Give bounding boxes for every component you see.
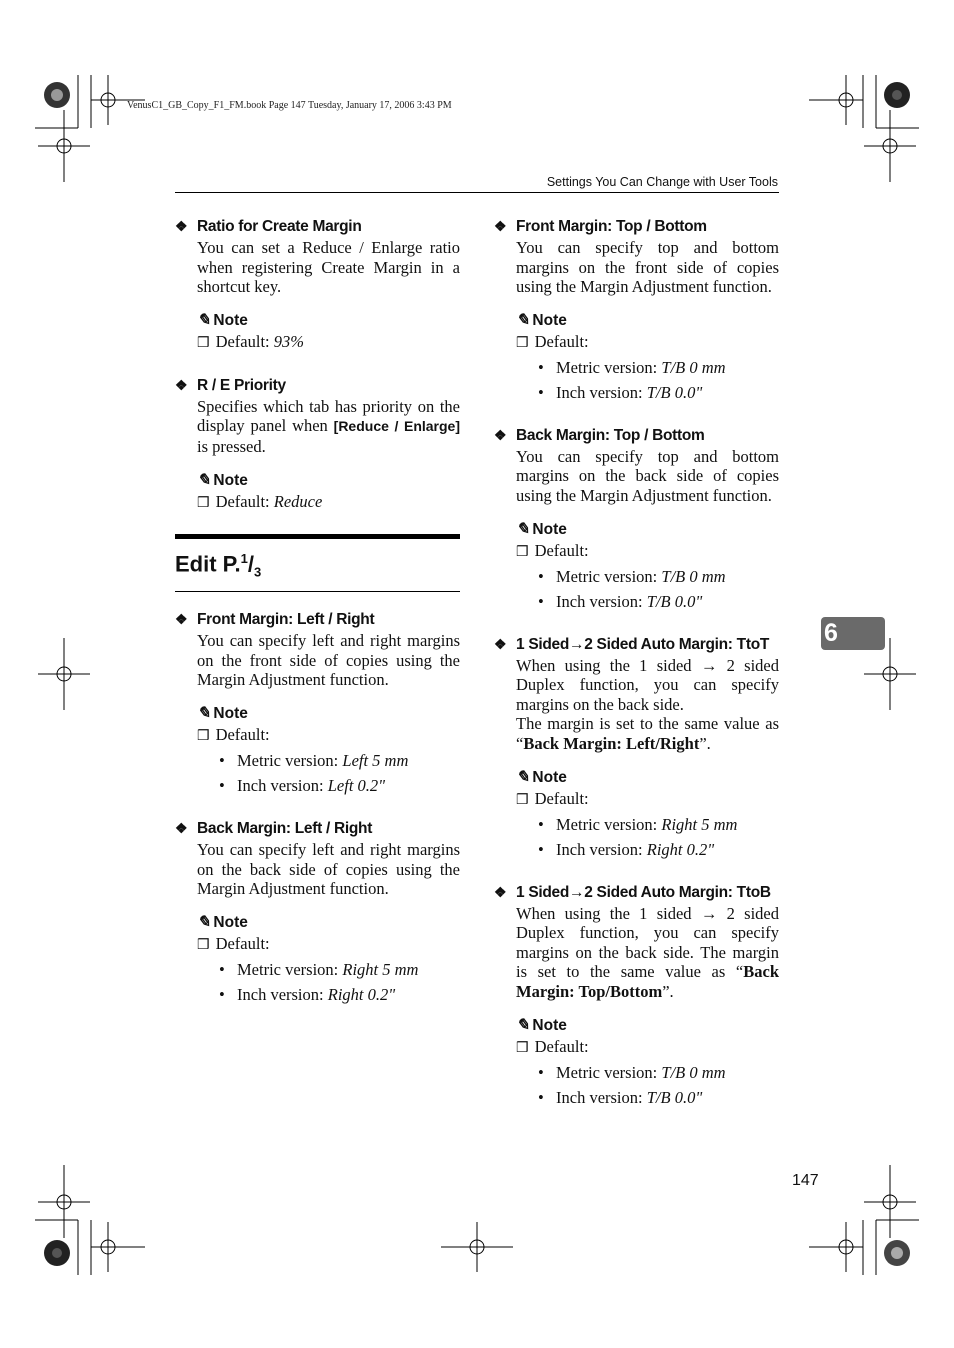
diamond-bullet-icon: ❖ xyxy=(494,218,507,234)
key-name: [Reduce / Enlarge] xyxy=(333,418,460,435)
item-title: 1 Sided→2 Sided Auto Margin: TtoB xyxy=(516,883,771,901)
item-body: You can specify top and bottom margins on the back side of copies using the Margin Adjustment function. xyxy=(516,446,779,505)
diamond-bullet-icon: ❖ xyxy=(175,218,188,234)
back-margin-left-right xyxy=(175,817,460,1007)
default-value: 93% xyxy=(273,331,304,351)
diamond-bullet-icon: ❖ xyxy=(494,883,507,900)
default-label: Default: xyxy=(534,331,589,351)
note-label: Note xyxy=(213,471,248,489)
pencil-icon: ✎ xyxy=(197,471,211,489)
inch-default: • Inch version: Right 0.2" xyxy=(538,839,715,859)
metric-default: • Metric version: Right 5 mm xyxy=(538,814,738,834)
note-label: Note xyxy=(213,705,248,723)
section-heading-edit: Edit $P.^1/_3$ xyxy=(175,534,460,593)
item-body: You can specify top and bottom margins on the front side of copies using the Margin Adjustment function. xyxy=(516,238,779,297)
item-title: Ratio for Create Margin xyxy=(197,218,362,235)
note-label: Note xyxy=(213,311,248,329)
pencil-icon: ✎ xyxy=(516,768,530,786)
default-label: Default: xyxy=(215,331,274,351)
default-label: Default: xyxy=(215,933,270,953)
note-label: Note xyxy=(532,520,567,538)
item-title: 1 Sided→2 Sided Auto Margin: TtoT xyxy=(516,635,770,653)
checkbox-icon: ❒ xyxy=(197,335,210,351)
checkbox-icon: ❒ xyxy=(197,729,210,745)
left-column xyxy=(175,215,460,1026)
pencil-icon: ✎ xyxy=(197,311,211,329)
default-label: Default: xyxy=(534,788,589,808)
diamond-bullet-icon: ❖ xyxy=(175,376,188,393)
metric-default: • Metric version: T/B 0 mm xyxy=(538,357,726,377)
right-column xyxy=(494,215,779,1129)
note-label: Note xyxy=(532,311,567,329)
item-body-2: The margin is set to the same value as “Back Margin: Left/Right”. xyxy=(516,714,779,753)
item-body: Specifies which tab has priority on the display panel when [Reduce / Enlarge] is pressed. xyxy=(197,396,460,456)
checkbox-icon: ❒ xyxy=(516,335,529,351)
metric-default: • Metric version: Left 5 mm xyxy=(219,751,409,771)
item-title: Front Margin: Top / Bottom xyxy=(516,218,707,235)
front-margin-left-right xyxy=(175,608,460,798)
default-label: Default: xyxy=(215,725,270,745)
note-label: Note xyxy=(532,1016,567,1034)
item-body: When using the 1 sided → 2 sided Duplex function, you can specify margins on the back side. xyxy=(516,655,779,714)
running-head: Settings You Can Change with User Tools xyxy=(546,175,778,189)
section-title: Edit P. xyxy=(175,550,241,576)
item-title: Back Margin: Top / Bottom xyxy=(516,426,705,444)
item-body: When using the 1 sided → 2 sided Duplex function, you can specify margins on the back side. The margin is set to the same value as “Back Margin: Top/Bottom”. xyxy=(516,903,779,1001)
default-label: Default: xyxy=(215,491,274,511)
inch-default: • Inch version: T/B 0.0" xyxy=(538,382,703,402)
ratio-for-create-margin xyxy=(175,215,460,355)
auto-margin-ttot xyxy=(494,633,779,862)
checkbox-icon: ❒ xyxy=(197,937,210,953)
item-body: You can specify left and right margins on the back side of copies using the Margin Adjustment function. xyxy=(197,840,460,899)
item-title: Back Margin: Left / Right xyxy=(197,820,373,838)
checkbox-icon: ❒ xyxy=(516,1040,529,1056)
checkbox-icon: ❒ xyxy=(516,544,529,560)
header-rule xyxy=(175,192,779,193)
default-value: Reduce xyxy=(273,491,323,511)
diamond-bullet-icon: ❖ xyxy=(175,820,188,837)
file-info: VenusC1_GB_Copy_F1_FM.book Page 147 Tuesday, January 17, 2006 3:43 PM xyxy=(127,100,452,111)
inch-default: • Inch version: T/B 0.0" xyxy=(538,591,703,611)
auto-margin-ttob xyxy=(494,881,779,1110)
inch-default: • Inch version: T/B 0.0" xyxy=(538,1087,703,1107)
pencil-icon: ✎ xyxy=(197,913,211,931)
metric-default: • Metric version: T/B 0 mm xyxy=(538,566,726,586)
inch-default: • Inch version: Right 0.2" xyxy=(219,984,396,1004)
back-margin-top-bottom xyxy=(494,424,779,614)
diamond-bullet-icon: ❖ xyxy=(494,426,507,443)
front-margin-top-bottom xyxy=(494,215,779,405)
checkbox-icon: ❒ xyxy=(516,792,529,808)
note-label: Note xyxy=(213,913,248,931)
diamond-bullet-icon: ❖ xyxy=(175,611,188,628)
default-label: Default: xyxy=(534,540,589,560)
pencil-icon: ✎ xyxy=(516,1016,530,1034)
pencil-icon: ✎ xyxy=(516,311,530,329)
default-label: Default: xyxy=(534,1036,589,1056)
diamond-bullet-icon: ❖ xyxy=(494,635,507,652)
metric-default: • Metric version: Right 5 mm xyxy=(219,959,419,979)
item-body: You can specify left and right margins on the front side of copies using the Margin Adjustment function. xyxy=(197,631,460,690)
chapter-tab: 6 xyxy=(821,617,885,650)
pencil-icon: ✎ xyxy=(516,520,530,538)
item-title: Front Margin: Left / Right xyxy=(197,611,375,629)
metric-default: • Metric version: T/B 0 mm xyxy=(538,1062,726,1082)
inch-default: • Inch version: Left 0.2" xyxy=(219,776,386,796)
note-label: Note xyxy=(532,768,567,786)
page-number: 147 xyxy=(792,1172,819,1189)
item-title: R / E Priority xyxy=(197,376,286,394)
checkbox-icon: ❒ xyxy=(197,495,210,511)
pencil-icon: ✎ xyxy=(197,705,211,723)
item-body: You can set a Reduce / Enlarge ratio when registering Create Margin in a shortcut key. xyxy=(197,238,460,297)
re-priority xyxy=(175,374,460,515)
